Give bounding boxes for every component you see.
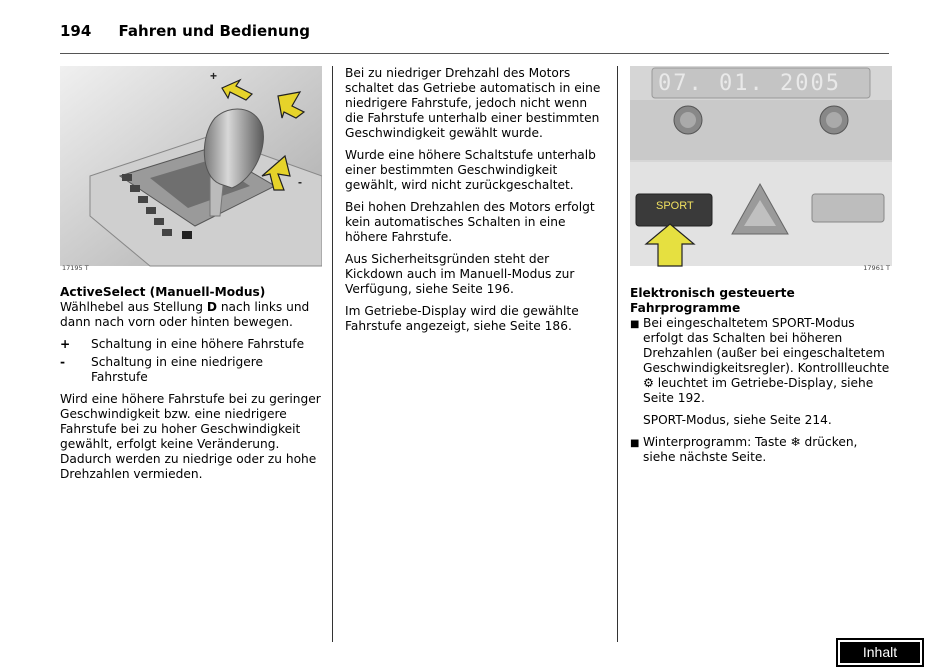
- column-divider-2: [617, 66, 618, 642]
- paragraph-2: Wurde eine höhere Schaltstufe unterhalb einer bestimmten Geschwindigkeit gewählt, wird nicht zurückgeschaltet.: [345, 148, 596, 192]
- intro-paragraph: [60, 300, 322, 330]
- square-bullet-icon: ■: [630, 438, 640, 449]
- minus-mark: -: [60, 355, 66, 369]
- bullet-sport: [630, 316, 892, 406]
- figure-label-right: 17961 T: [863, 264, 890, 272]
- header-rule: [60, 53, 889, 54]
- plus-text: Schaltung in eine höhere Fahrstufe: [91, 337, 305, 351]
- sport-reference: SPORT-Modus, siehe Seite 214.: [643, 413, 832, 427]
- paragraph-3: Bei hohen Drehzahlen des Motors erfolgt kein automatisches Schalten in eine höhere Fahrstufe.: [345, 200, 595, 244]
- svg-text:+: +: [210, 69, 218, 83]
- section-heading-activeselect: ActiveSelect (Manuell-Modus): [60, 285, 266, 299]
- gear-lever-illustration: [60, 66, 322, 278]
- column-divider-1: [332, 66, 333, 642]
- intro-text-a: Wählhebel aus Stellung: [60, 300, 207, 314]
- intro-text-b: nach links und dann nach vorn oder hinten bewegen.: [60, 300, 310, 329]
- page-number: 194: [60, 22, 92, 40]
- column-left: [60, 285, 322, 489]
- minus-item: [60, 355, 322, 385]
- bullet-winter: [630, 435, 892, 465]
- paragraph-5: Im Getriebe-Display wird die gewählte Fahrstufe angezeigt, siehe Seite 186.: [345, 304, 579, 333]
- gear-lever-drawing: [60, 66, 322, 278]
- square-bullet-icon: ■: [630, 319, 640, 330]
- clock-display: 07. 01. 2005: [658, 71, 841, 96]
- plus-mark: +: [60, 337, 71, 351]
- gear-paragraph: Wird eine höhere Fahrstufe bei zu geringer Geschwindigkeit bzw. eine niedrigere Fahrstufe bei zu hoher Geschwindigkeit gewählt, erfolgt keine Veränderung. Dadurch werden zu niedrige oder zu hohe Drehzahlen vermieden.: [60, 392, 321, 481]
- plus-item: [60, 337, 322, 352]
- bullet-winter-text: Winterprogramm: Taste ❄ drücken, siehe nächste Seite.: [643, 435, 858, 464]
- section-heading-programs: Elektronisch gesteuerte Fahrprogramme: [630, 286, 795, 315]
- column-right: [630, 286, 892, 472]
- intro-text-bold: D: [206, 300, 217, 314]
- column-middle: [345, 66, 607, 341]
- page-title: Fahren und Bedienung: [118, 22, 310, 40]
- paragraph-1: Bei zu niedriger Drehzahl des Motors schaltet das Getriebe automatisch in eine niedrigere Fahrstufe, jedoch nicht wenn die Fahrstufe unterhalb einer bestimmten Geschwindigkeit gewählt wurde.: [345, 66, 601, 140]
- bullet-sport-text: Bei eingeschaltetem SPORT-Modus erfolgt das Schalten bei höheren Drehzahlen (außer bei eingeschaltetem Geschwindigkeitsregler). Kontrollleuchte ⚙ leuchtet im Getriebe-Display, siehe Seite 192.: [643, 316, 890, 405]
- svg-text:-: -: [298, 175, 302, 189]
- sport-button-drawing: [630, 66, 892, 276]
- sport-button-label: SPORT: [656, 200, 694, 212]
- figure-label-left: 17195 T: [62, 264, 89, 272]
- minus-text: Schaltung in eine niedrigere Fahrstufe: [91, 355, 264, 384]
- sport-button-illustration: [630, 66, 892, 276]
- paragraph-4: Aus Sicherheitsgründen steht der Kickdown auch im Manuell-Modus zur Verfügung, siehe Seite 196.: [345, 252, 575, 296]
- page-header: [60, 22, 310, 40]
- contents-button[interactable]: Inhalt: [836, 638, 924, 667]
